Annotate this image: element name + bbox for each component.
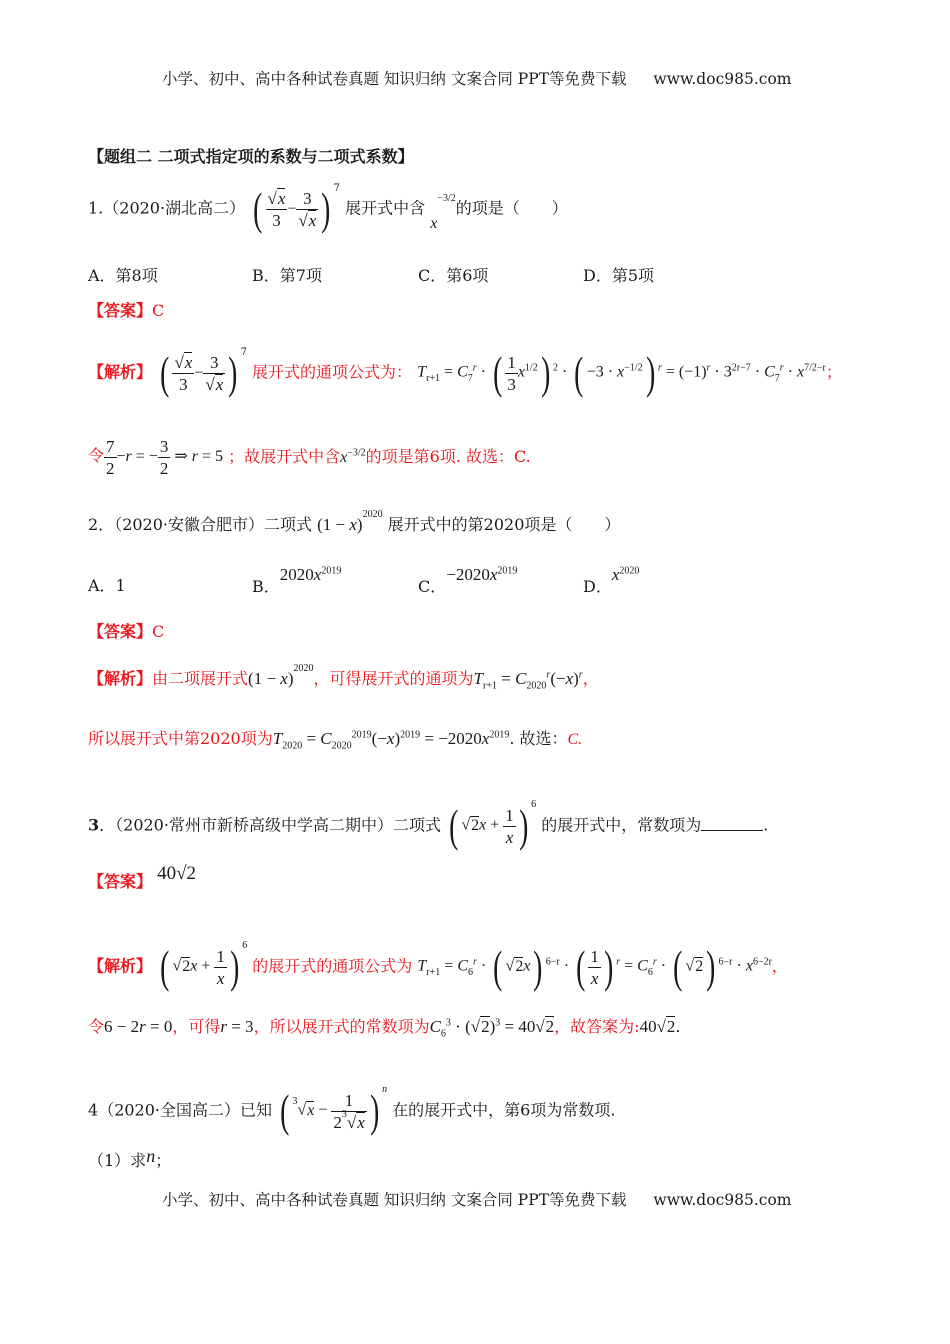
- q1-option-d: D．第5项: [583, 266, 655, 285]
- q2-answer: [88, 624, 164, 640]
- q2-option-d: D．$x^{2020}$: [583, 565, 640, 596]
- q3-expression: ( √2x + $\frac{1}{x}$ ) $^6$: [449, 799, 537, 851]
- q3-analysis-line2: 令6 − 2r = 0，可得r = 3，所以展开式的常数项为$C_6^3 \cdot (√2)^3 = 40√2$，故答案为:40√2.: [88, 1017, 681, 1040]
- q1-stem: [88, 183, 568, 234]
- q1-analysis-line2: [88, 438, 531, 477]
- analysis-label: 【解析】: [88, 669, 153, 688]
- q4-sub1-end: ；: [155, 1151, 172, 1170]
- answer-label: 【答案】: [88, 622, 153, 641]
- q1-stem-text: 展开式中含: [345, 198, 426, 218]
- q4-source: （2020·全国高二）已知: [98, 1100, 272, 1120]
- q1-analysis-text: 展开式的通项公式为：: [252, 362, 413, 382]
- q3-answer-value: 40√2: [157, 863, 197, 884]
- q1-line2-end: 的项是第6项. 故选：C.: [365, 447, 531, 466]
- answer-label: 【答案】: [88, 872, 153, 891]
- q1-answer: [88, 303, 164, 319]
- header-text: 小学、初中、高中各种试卷真题 知识归纳 文案合同 PPT等免费下载: [162, 70, 627, 88]
- q4-sub1-text: （1）求: [88, 1151, 147, 1170]
- q4-sub1: [88, 1146, 172, 1170]
- q1-line2-mid: ；故展开式中含: [228, 447, 341, 466]
- q1-option-b: B．第7项: [252, 266, 322, 285]
- q3-source: ．（2020·常州市新桥高级中学高二期中）二项式: [99, 815, 441, 835]
- q4-stem: [88, 1084, 616, 1136]
- footer-site: www.doc985.com: [653, 1191, 792, 1209]
- q1-answer-value: C: [152, 301, 165, 320]
- analysis-label: 【解析】: [88, 956, 153, 976]
- q3-line2-b: ，可得: [172, 1017, 221, 1036]
- q3-analysis-text: 的展开式的通项公式为: [252, 956, 413, 976]
- q1-number: 1.: [88, 198, 104, 218]
- q2-answer-value: C: [152, 622, 165, 641]
- q3-general-term: $T_{r+1} = C_6^r$ · ( √2x) $^{6-r}$ · ( $\frac{1}{x}$ ) $^r = C_6^r$ · ( √2) $^{6-r} \cdot x^{6-2r}$: [417, 941, 772, 992]
- q4-expression: ( $^3$√x − $\frac{1}{2^3√x}$ ) $^n$: [280, 1084, 388, 1136]
- q3-stem-end: .: [763, 815, 769, 835]
- q4-number: 4: [88, 1100, 99, 1120]
- q3-line2-d: ，故答案为:: [554, 1017, 640, 1036]
- q1-equation: 令 $\frac{7}{2}$ −r = − $\frac{3}{2}$ ⇒ r = 5: [88, 437, 223, 478]
- q3-answer: [88, 863, 197, 891]
- q2-analysis-line2: 所以展开式中第2020项为$T_{2020} = C_{2020}^{2019}(-x)^{2019} = -2020x^{2019}$. 故选：C.: [88, 729, 583, 752]
- footer-text: 小学、初中、高中各种试卷真题 知识归纳 文案合同 PPT等免费下载: [162, 1191, 627, 1209]
- q2-expression: $(1 - x)^{2020}$: [317, 509, 383, 534]
- q1-option-c: C．第6项: [418, 266, 489, 285]
- header-site: www.doc985.com: [653, 70, 792, 88]
- q2-stem-text: 展开式中的第2020项是（ ）: [387, 515, 621, 534]
- page-footer: [162, 1193, 791, 1209]
- q1-power-term: $x^{-3/2}$: [430, 193, 456, 232]
- q3-analysis-expr: ( √2x + $\frac{1}{x}$ ) $^6$: [160, 940, 248, 992]
- q4-stem-text: 在的展开式中，第6项为常数项.: [392, 1100, 616, 1120]
- q2-line2-a: 所以展开式中第2020项为: [88, 729, 273, 748]
- page-header: [162, 72, 791, 88]
- q3-answer-blank: [701, 830, 763, 831]
- q1-analysis-expr: ( $\frac{√x}{3}$ − $\frac{3}{√x}$ ) $^7$: [160, 347, 247, 398]
- q2-line2-b: . 故选：: [509, 729, 568, 748]
- q3-line2-c: ，所以展开式的常数项为: [253, 1017, 430, 1036]
- answer-label: 【答案】: [88, 301, 153, 320]
- q3-number: 3: [88, 815, 100, 835]
- q1-expression: ( $\frac{√x}{3}$ − $\frac{3}{√x}$ ) $^7$: [253, 183, 341, 234]
- q1-source: （2020·湖北高二）: [103, 198, 246, 218]
- q2-line2-c: C.: [567, 731, 583, 748]
- q3-stem-text: 的展开式中，常数项为: [541, 815, 702, 835]
- q2-option-c: C．$-2020x^{2019}$: [418, 565, 518, 596]
- q2-stem: [88, 509, 621, 534]
- section-title: 【题组二 二项式指定项的系数与二项式系数】: [88, 147, 414, 166]
- q1-line2-term: $x^{-3/2}$: [340, 447, 366, 466]
- q1-analysis: 【解析】 ( $\frac{√x}{3}$ − $\frac{3}{√x}$ ) $^7$ 展开式的通项公式为： $T_{r+1} = C_7^r$ · ( $\frac{1}{3}$ $x^{1/2}$) $^2$ · ( $-3 \cdot x^{-1/2}$) $^r = (-1)^r \cdot 3^{2r-7} \cdot C_7^r \cdot x^{7/2-r}$；: [88, 347, 842, 398]
- q3-stem: [88, 799, 769, 851]
- q3-line2-e: .: [675, 1017, 681, 1036]
- q3-line2-a: 令: [88, 1017, 105, 1036]
- q2-option-a: A．1: [88, 576, 126, 595]
- q2-number: 2．: [88, 515, 115, 534]
- q2-analysis: 【解析】由二项展开式$(1 - x)^{2020}$，可得展开式的通项为$T_{r+1} = C_{2020}^r(-x)^r$，: [88, 663, 599, 692]
- q2-option-b: B．$2020x^{2019}$: [252, 565, 342, 596]
- q2-analysis-b: ，可得展开式的通项为: [313, 669, 474, 688]
- q1-stem-end: 的项是（ ）: [455, 198, 568, 218]
- q3-analysis: 【解析】 ( √2x + $\frac{1}{x}$ ) $^6$ 的展开式的通项公式为 $T_{r+1} = C_6^r$ · ( √2x) $^{6-r}$ · ( $\frac{1}{x}$ ) $^r = C_6^r$ · ( √2) $^{6-r} \cdot x^{6-2r}$，: [88, 940, 788, 992]
- analysis-label: 【解析】: [88, 362, 153, 382]
- q4-sub1-var: n: [146, 1146, 156, 1166]
- q2-analysis-a: 由二项展开式: [152, 669, 249, 688]
- q2-source: （2020·安徽合肥市）二项式: [114, 515, 312, 534]
- q1-option-a: A．第8项: [88, 266, 158, 285]
- q1-general-term: $T_{r+1} = C_7^r$ · ( $\frac{1}{3}$ $x^{1/2}$) $^2$ · ( $-3 \cdot x^{-1/2}$) $^r = (-1)^r \cdot 3^{2r-7} \cdot C_7^r \cdot x^{7/2-r}$: [417, 347, 826, 398]
